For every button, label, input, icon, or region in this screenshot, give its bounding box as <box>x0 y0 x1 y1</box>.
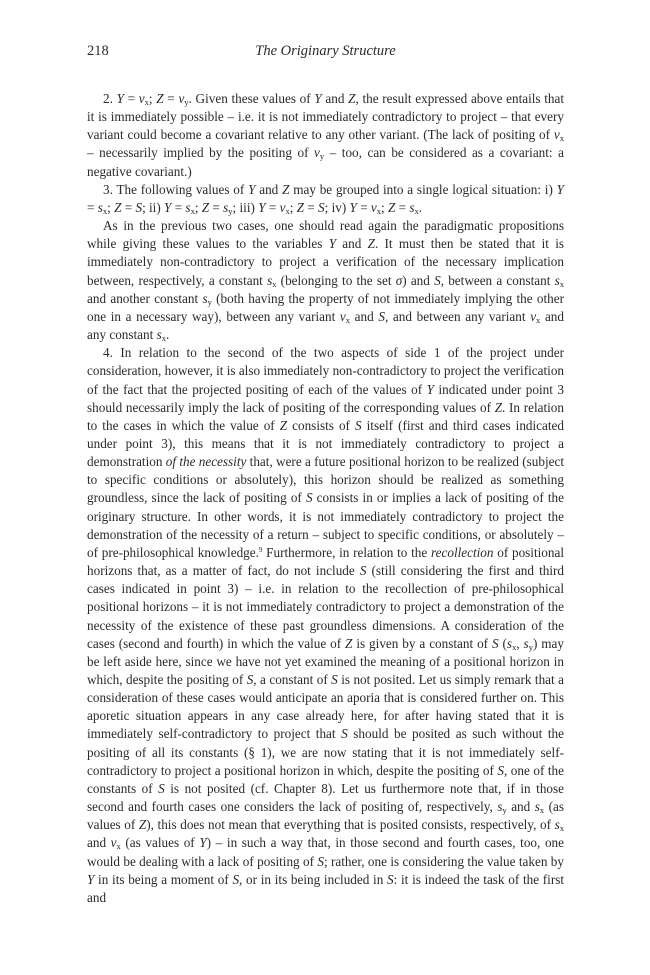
paragraph: 3. The following values of Y and Z may be grouped into a single logical situation: i) $Y = s_x$; Z = S; ii) $Y = s_x$; $Z = s_y$; iii) $Y = v_x$; Z = S; iv) $Y = v_x$; $Z = s_x$. <box>87 181 564 216</box>
page-number: 218 <box>87 43 109 59</box>
paragraph: 2. $Y = v_x$; $Z = v_y$. Given these values of Y and Z, the result expressed above entails that it is immediately possible – i.e. it is not immediately contradictory to project – that every variant could become a covariant relative to any other variant. (The lack of positing of $v_x$ – necessarily implied by the positing of $v_y$ – too, can be considered as a covariant: a negative covariant.) <box>87 91 565 179</box>
paragraph: As in the previous two cases, one should read again the paradigmatic propositions while giving these values to the variables Y and Z. It must then be stated that it is immediately non-contradictory to project a verification of the necessary implication between, respectively, a constant $s_x$ (belonging to the set σ) and S, between a constant $s_x$ and another constant $s_y$ (both having the property of not immediately implying the other one in a necessary way), between any variant $v_x$ and S, and between any variant $v_x$ and any constant $s_x$. <box>87 218 564 344</box>
paragraph: 4. In relation to the second of the two aspects of side 1 of the project under consideration, however, it is also immediately non-contradictory to project the verification of the fact that the projected positing of each of the values of Y indicated under point 3 should necessarily imply the lack of positing of the corresponding values of Z. In relation to the cases in which the value of Z consists of S itself (first and third cases indicated under point 3), this means that it is not immediately contradictory to project a demonstration of the necessity that, were a future positional horizon to be realized (subject to specific conditions or absolutely), this horizon should be realized as something groundless, since the lack of positing of S consists in or implies a lack of positing of the originary structure. In other words, it is not immediately contradictory to project the demonstration of the necessity of a return – subject to specific conditions, or absolutely – of pre-philosophical knowledge.$^9$ Furthermore, in relation to the recollection of positional horizons that, as a matter of fact, do not include S (still considering the first and third cases indicated in point 3) – i.e. in relation to the recollection of pre-philosophical positional horizons – it is not immediately contradictory to project a demonstration of the necessity of the existence of these past groundless dimensions. A consideration of the cases (second and fourth) in which the value of Z is given by a constant of S ($s_x$, $s_y$) may be left aside here, since we have not yet examined the meaning of a positional horizon in which, despite the positing of S, a constant of S is not posited. Let us simply remark that a consideration of these cases would anticipate an aporia that is considered further on. This aporetic situation appears in any case already here, for after having stated that it is immediately self-contradictory to project that S should be posited as such without the positing of all its constants (§ 1), we are now stating that it is not immediately self-contradictory to project a positional horizon in which, despite the positing of S, one of the constants of S is not posited (cf. Chapter 8). Let us furthermore note that, if in those second and fourth cases one considers the lack of positing of, respectively, $s_y$ and $s_x$ (as values of Z), this does not mean that everything that is posited consists, respectively, of $s_x$ and $v_x$ (as values of Y) – in such a way that, in those second and fourth cases, too, one would be dealing with a lack of positing of S; rather, one is considering the value taken by Y in its being a moment of S, or in its being included in S: it is indeed the task of the first and <box>87 345 565 905</box>
running-title: The Originary Structure <box>255 43 396 59</box>
body-text <box>87 90 564 907</box>
running-head <box>87 43 564 63</box>
